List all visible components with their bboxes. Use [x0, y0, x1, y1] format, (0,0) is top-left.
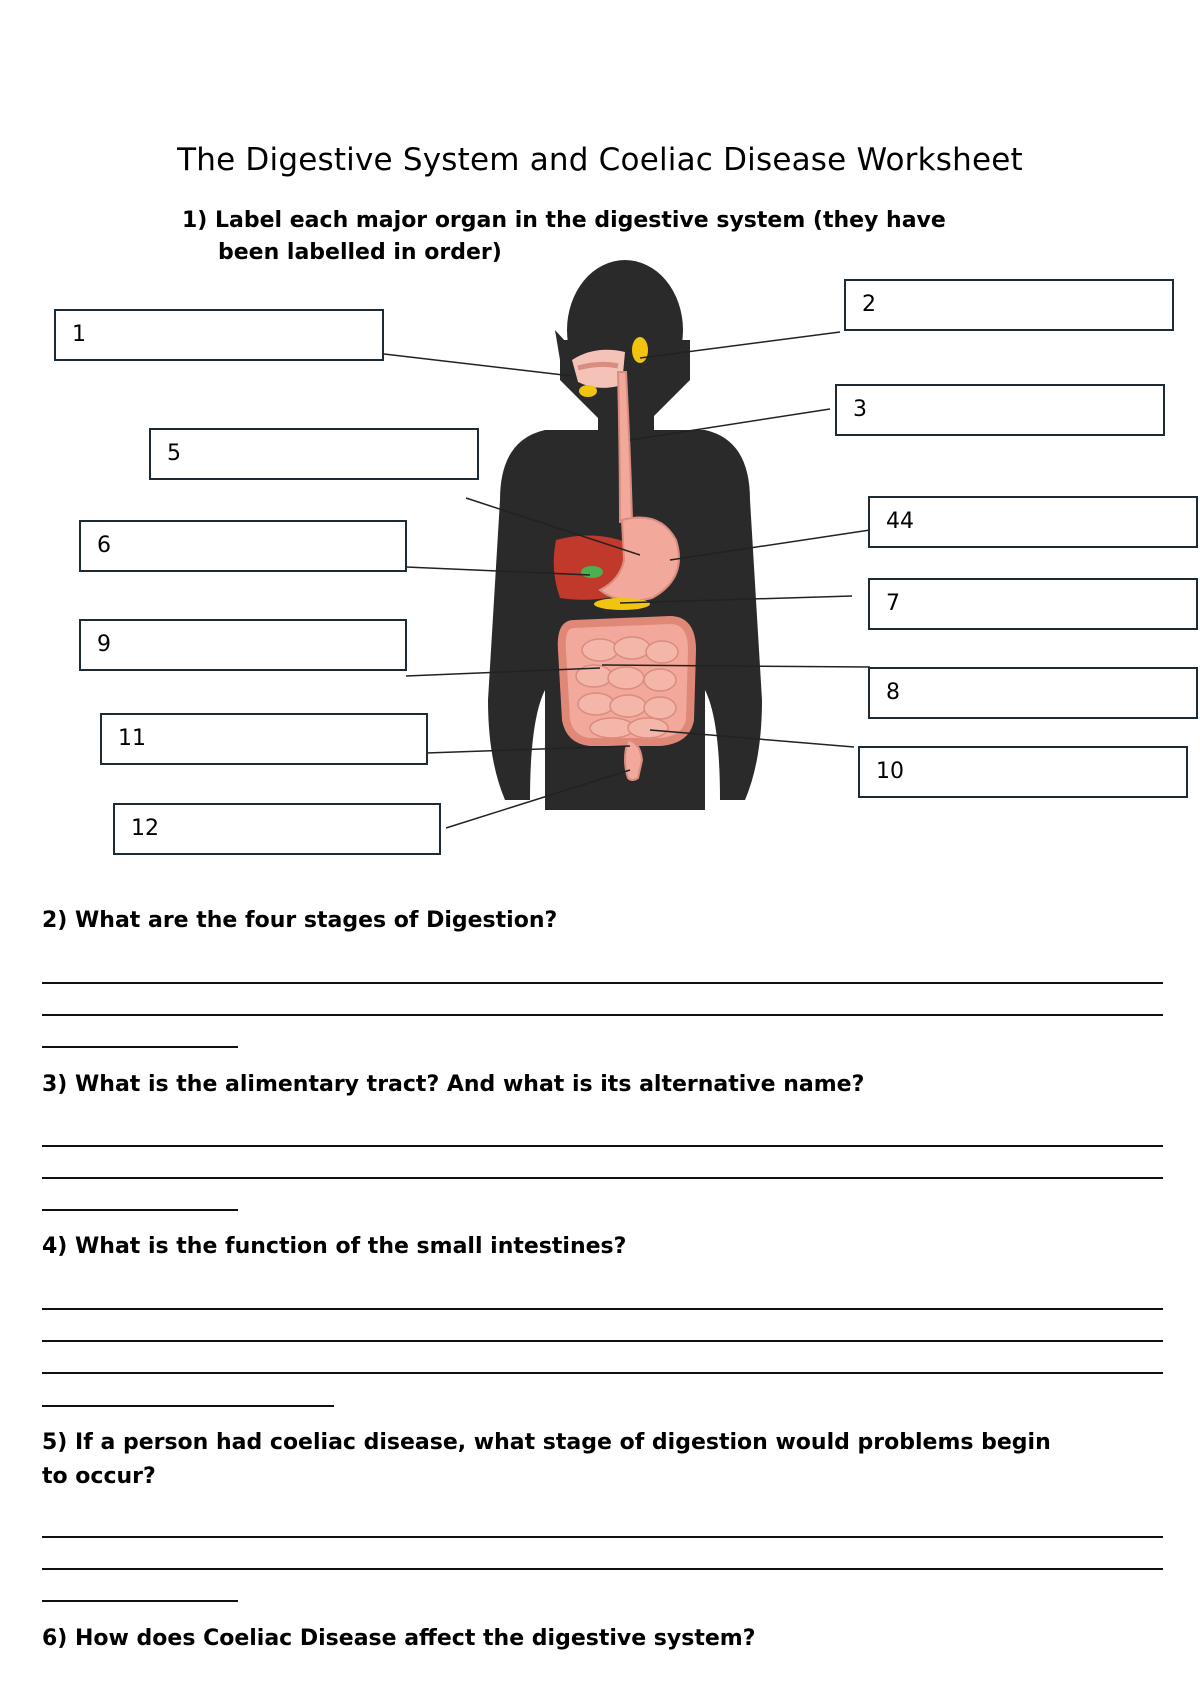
question-4: 4) What is the function of the small intestines?: [42, 1234, 627, 1259]
label-box-10[interactable]: 10: [858, 746, 1188, 798]
label-box-3[interactable]: 3: [835, 384, 1165, 436]
label-box-5[interactable]: 5: [149, 428, 479, 480]
label-box-9[interactable]: 9: [79, 619, 407, 671]
answer-line[interactable]: [42, 1600, 238, 1602]
label-box-1[interactable]: 1: [54, 309, 384, 361]
question-6: 6) How does Coeliac Disease affect the digestive system?: [42, 1626, 756, 1651]
leader-line-3: [630, 409, 830, 440]
gallbladder-organ: [581, 566, 603, 578]
label-box-12[interactable]: 12: [113, 803, 441, 855]
answer-line[interactable]: [42, 1046, 238, 1048]
label-box-2[interactable]: 2: [844, 279, 1174, 331]
answer-line[interactable]: [42, 1340, 1163, 1342]
answer-line[interactable]: [42, 1405, 334, 1407]
answer-line[interactable]: [42, 1209, 238, 1211]
answer-line[interactable]: [42, 1372, 1163, 1374]
question-2: 2) What are the four stages of Digestion?: [42, 908, 558, 933]
question-3: 3) What is the alimentary tract? And what is its alternative name?: [42, 1072, 865, 1097]
answer-line[interactable]: [42, 1177, 1163, 1179]
answer-line[interactable]: [42, 1145, 1163, 1147]
answer-line[interactable]: [42, 1568, 1163, 1570]
label-box-6[interactable]: 6: [79, 520, 407, 572]
answer-line[interactable]: [42, 1014, 1163, 1016]
label-box-7[interactable]: 7: [868, 578, 1198, 630]
question-1-line-2: been labelled in order): [218, 240, 502, 265]
question-5: [42, 1426, 1162, 1494]
answer-line[interactable]: [42, 1308, 1163, 1310]
question-5-line-1: 5) If a person had coeliac disease, what stage of digestion would problems begin: [42, 1430, 1051, 1455]
answer-line[interactable]: [42, 1536, 1163, 1538]
answer-line[interactable]: [42, 982, 1163, 984]
leader-line-1: [384, 354, 572, 376]
label-box-8[interactable]: 8: [868, 667, 1198, 719]
label-box-4[interactable]: 44: [868, 496, 1198, 548]
pancreas-organ: [594, 598, 650, 610]
worksheet-title: The Digestive System and Coeliac Disease Worksheet: [177, 142, 1023, 178]
question-5-line-2: to occur?: [42, 1464, 156, 1489]
label-box-11[interactable]: 11: [100, 713, 428, 765]
question-1-line-1: 1) Label each major organ in the digestive system (they have: [182, 208, 946, 233]
